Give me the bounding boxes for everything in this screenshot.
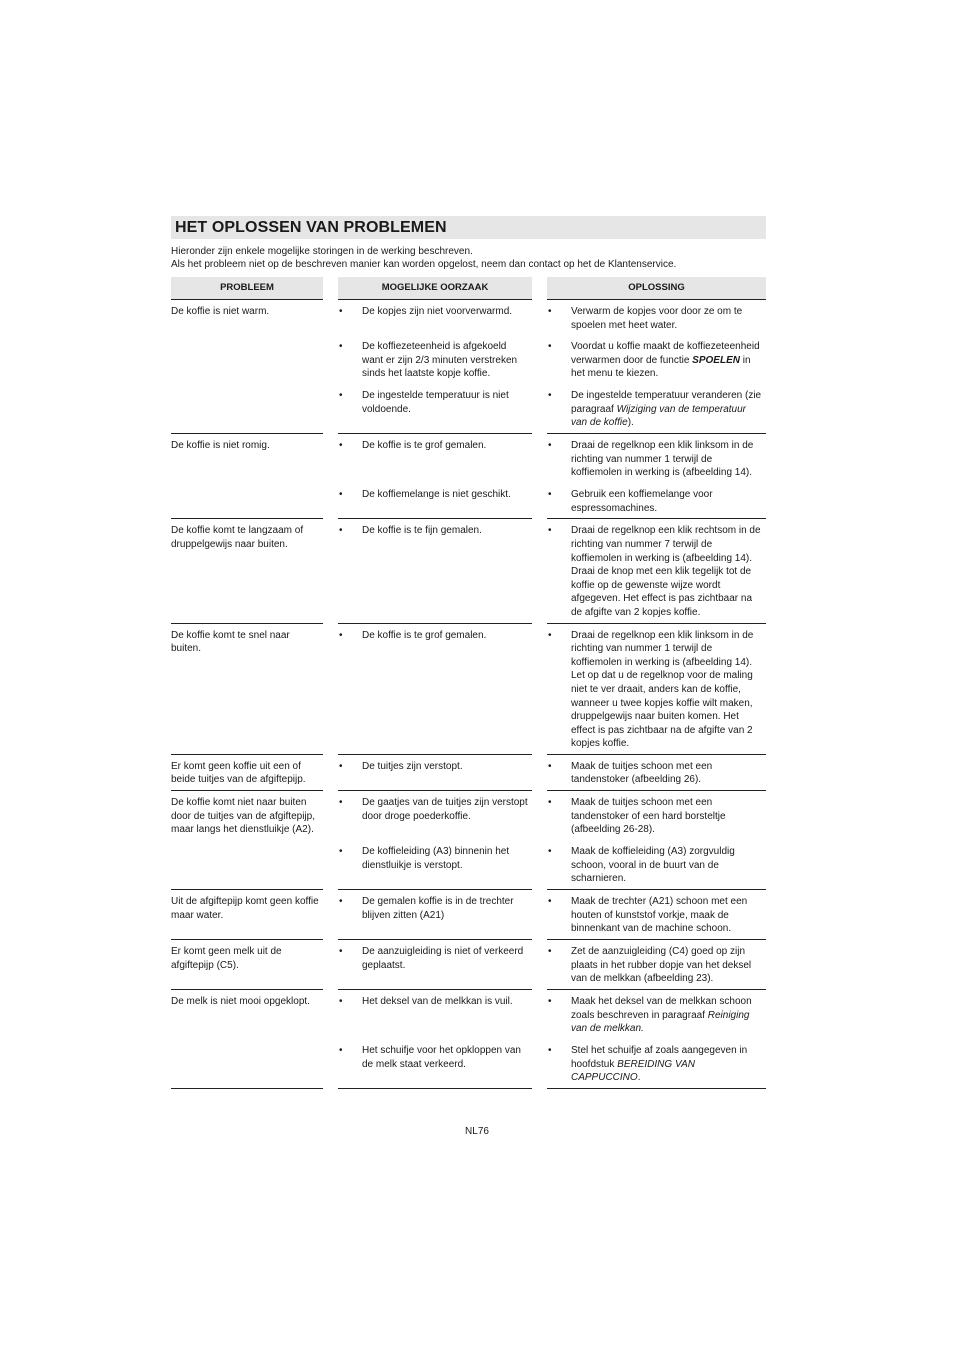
solution-segment: Maak de tuitjes schoon met een tandenstoker (afbeelding 26). <box>571 760 713 786</box>
solution-item <box>547 791 766 840</box>
solution-segment: Voordat u koffie maakt de koffiezeteenheid verwarmen door de functie <box>571 341 760 366</box>
bullet: • <box>548 440 552 452</box>
bullet: • <box>548 489 552 501</box>
solution-item <box>547 434 766 483</box>
problem-cell <box>171 940 323 990</box>
problem-text: De koffie komt niet naar buiten door de tuitjes van de afgiftepijp, maar langs het dienstluikje (A2). <box>171 797 315 836</box>
table-header-row <box>171 277 766 299</box>
cause-text: De koffiemelange is niet geschikt. <box>362 489 511 501</box>
solution-cell <box>547 890 766 940</box>
bullet: • <box>548 306 552 317</box>
solution-text <box>571 845 766 886</box>
bullet: • <box>548 1045 552 1057</box>
solution-item <box>547 990 766 1039</box>
solution-text <box>571 895 766 936</box>
problem-cell <box>171 299 323 434</box>
solution-segment: Maak de tuitjes schoon met een tandenstoker of een hard borsteltje (afbeelding 26-28). <box>571 797 726 836</box>
solution-segment: Verwarm de kopjes voor door ze om te spoelen met heet water. <box>571 306 743 331</box>
table-row <box>171 624 766 755</box>
table-row <box>171 434 766 519</box>
solution-cell <box>547 299 766 434</box>
bullet: • <box>548 797 552 809</box>
cause-item <box>338 791 532 840</box>
solution-item <box>547 384 766 433</box>
cause-item <box>338 624 532 754</box>
cause-text: Het schuifje voor het opkloppen van de melk staat verkeerd. <box>362 1045 521 1070</box>
intro-line: Als het probleem niet op de beschreven manier kan worden opgelost, neem dan contact op het de Klantenservice. <box>171 259 677 270</box>
solution-text <box>571 760 766 787</box>
bullet: • <box>339 1045 343 1057</box>
problem-text: De koffie is niet romig. <box>171 440 270 452</box>
cause-cell <box>338 624 532 755</box>
problem-cell <box>171 990 323 1089</box>
bullet: • <box>339 440 343 452</box>
solution-item <box>547 519 766 622</box>
page-title: HET OPLOSSEN VAN PROBLEMEN <box>171 216 766 239</box>
problem-cell <box>171 791 323 890</box>
table-row <box>171 755 766 791</box>
cause-text: De koffie is te grof gemalen. <box>362 440 487 452</box>
cause-text: De koffie is te grof gemalen. <box>362 629 487 641</box>
solution-cell <box>547 940 766 990</box>
bullet: • <box>548 629 552 641</box>
bullet: • <box>339 341 343 352</box>
solution-text <box>571 1044 766 1085</box>
bullet: • <box>339 306 343 317</box>
problem-cell <box>171 755 323 791</box>
solution-item <box>547 300 766 335</box>
cause-cell <box>338 519 532 623</box>
cause-text: De aanzuigleiding is niet of verkeerd geplaatst. <box>362 946 524 971</box>
problem-text: Uit de afgiftepijp komt geen koffie maar water. <box>171 896 319 921</box>
solution-segment: Zet de aanzuigleiding (C4) goed op zijn plaats in het rubber dopje van het deksel van de melkkan (afbeelding 23). <box>571 946 752 985</box>
content <box>171 216 766 1089</box>
solution-segment: Draai de regelknop een klik rechtsom in de richting van nummer 7 terwijl de koffiemolen in werking is (afbeelding 14). Draai de knop met een klik tegelijk tot de koffie op de gewenste wijze wordt afgegeven. Het effect is pas zichtbaar na de afgifte van 2 kopjes koffie. <box>571 525 761 618</box>
header-solution: OPLOSSING <box>547 277 766 299</box>
table-row <box>171 519 766 623</box>
bullet: • <box>548 525 552 537</box>
solution-text <box>571 629 766 751</box>
solution-segment: Reiniging van de melkkan. <box>571 1009 750 1035</box>
solution-cell <box>547 990 766 1089</box>
bullet: • <box>548 760 552 772</box>
problem-text: De koffie is niet warm. <box>171 306 270 317</box>
cause-text: Het deksel van de melkkan is vuil. <box>362 996 513 1008</box>
solution-item <box>547 335 766 384</box>
solution-cell <box>547 624 766 755</box>
bullet: • <box>548 846 552 858</box>
solution-segment: Wijziging van de temperatuur van de koffie <box>571 403 747 429</box>
bullet: • <box>339 846 343 858</box>
cause-item <box>338 840 532 889</box>
solution-segment: SPOELEN <box>692 354 740 366</box>
cause-text: De koffie is te fijn gemalen. <box>362 525 482 537</box>
solution-item <box>547 624 766 754</box>
solution-text <box>571 340 766 381</box>
cause-cell <box>338 434 532 519</box>
cause-text: De koffiezeteenheid is afgekoeld want er zijn 2/3 minuten verstreken sinds het laatste kopje koffie. <box>362 341 518 380</box>
table-row <box>171 890 766 940</box>
cause-item <box>338 300 532 335</box>
troubleshooting-table <box>171 277 766 1089</box>
solution-item <box>547 483 766 518</box>
table-row <box>171 791 766 890</box>
cause-item <box>338 990 532 1039</box>
solution-segment: Maak het deksel van de melkkan schoon zoals beschreven in paragraaf <box>571 996 752 1021</box>
cause-item <box>338 940 532 989</box>
bullet: • <box>339 489 343 501</box>
solution-cell <box>547 791 766 890</box>
bullet: • <box>548 341 552 353</box>
table-row <box>171 299 766 434</box>
problem-cell <box>171 519 323 623</box>
cause-cell <box>338 791 532 890</box>
solution-text <box>571 524 766 619</box>
solution-item <box>547 840 766 889</box>
solution-segment: Maak de trechter (A21) schoon met een houten of kunststof vorkje, maak de binnenkant van de machine schoon. <box>571 896 748 935</box>
cause-text: De gemalen koffie is in de trechter blijven zitten (A21) <box>362 896 514 921</box>
cause-text: De gaatjes van de tuitjes zijn verstopt door droge poederkoffie. <box>362 797 528 822</box>
bullet: • <box>339 996 343 1008</box>
header-cause: MOGELIJKE OORZAAK <box>338 277 532 299</box>
cause-text: De ingestelde temperatuur is niet voldoende. <box>362 390 509 415</box>
solution-text <box>571 488 766 515</box>
cause-text: De koffieleiding (A3) binnenin het dienstluikje is verstopt. <box>362 846 510 871</box>
solution-cell <box>547 519 766 623</box>
table-row <box>171 940 766 990</box>
bullet: • <box>339 629 343 641</box>
bullet: • <box>339 760 343 772</box>
bullet: • <box>548 390 552 402</box>
problem-cell <box>171 624 323 755</box>
cause-item <box>338 890 532 939</box>
cause-cell <box>338 755 532 791</box>
solution-text <box>571 796 766 837</box>
solution-item <box>547 940 766 989</box>
solution-segment: Draai de regelknop een klik linksom in de richting van nummer 1 terwijl de koffiemolen in werking is (afbeelding 14). <box>571 440 754 479</box>
page-number: NL76 <box>465 1126 489 1137</box>
bullet: • <box>339 896 343 908</box>
solution-segment: BEREIDING VAN CAPPUCCINO <box>571 1058 695 1084</box>
solution-segment: Stel het schuifje af zoals aangegeven in hoofdstuk <box>571 1045 748 1070</box>
solution-item <box>547 755 766 790</box>
cause-item <box>338 1039 532 1088</box>
solution-text <box>571 439 766 480</box>
bullet: • <box>548 996 552 1008</box>
problem-cell <box>171 434 323 519</box>
solution-segment: Maak de koffieleiding (A3) zorgvuldig schoon, vooral in de buurt van de scharnieren. <box>571 846 735 885</box>
bullet: • <box>339 525 343 537</box>
intro-line: Hieronder zijn enkele mogelijke storingen in de werking beschreven. <box>171 246 473 257</box>
problem-text: Er komt geen koffie uit een of beide tuitjes van de afgiftepijp. <box>171 760 306 786</box>
solution-segment: ). <box>627 417 634 429</box>
cause-item <box>338 755 532 790</box>
bullet: • <box>548 946 552 958</box>
bullet: • <box>339 797 343 809</box>
cause-cell <box>338 940 532 990</box>
cause-item <box>338 483 532 518</box>
problem-text: Er komt geen melk uit de afgiftepijp (C5). <box>171 946 282 971</box>
bullet: • <box>339 390 343 401</box>
intro-text <box>171 245 766 271</box>
cause-cell <box>338 990 532 1089</box>
cause-text: De kopjes zijn niet voorverwarmd. <box>362 306 513 317</box>
problem-cell <box>171 890 323 940</box>
solution-item <box>547 1039 766 1088</box>
cause-item <box>338 335 532 384</box>
cause-item <box>338 384 532 433</box>
solution-cell <box>547 755 766 791</box>
table-row <box>171 990 766 1089</box>
problem-text: De melk is niet mooi opgeklopt. <box>171 996 310 1008</box>
header-problem: PROBLEEM <box>171 277 323 299</box>
problem-text: De koffie komt te snel naar buiten. <box>171 629 290 655</box>
solution-item <box>547 890 766 939</box>
problem-text: De koffie komt te langzaam of druppelgewijs naar buiten. <box>171 525 304 550</box>
solution-segment: Gebruik een koffiemelange voor espressomachines. <box>571 489 713 514</box>
solution-segment: in het menu te kiezen. <box>571 354 751 380</box>
cause-item <box>338 519 532 622</box>
cause-cell <box>338 299 532 434</box>
bullet: • <box>339 946 343 958</box>
cause-text: De tuitjes zijn verstopt. <box>362 760 463 772</box>
solution-text <box>571 305 766 332</box>
cause-item <box>338 434 532 483</box>
solution-segment: De ingestelde temperatuur veranderen (zie paragraaf <box>571 390 762 415</box>
cause-cell <box>338 890 532 940</box>
solution-text <box>571 389 766 430</box>
solution-segment: . <box>637 1072 641 1084</box>
bullet: • <box>548 896 552 908</box>
solution-text <box>571 945 766 986</box>
solution-text <box>571 995 766 1036</box>
solution-cell <box>547 434 766 519</box>
solution-segment: Draai de regelknop een klik linksom in de richting van nummer 1 terwijl de koffiemolen in werking is (afbeelding 14). Let op dat u de regelknop voor de maling niet te ver draait, anders kan de koffie, wanneer u twee kopjes koffie wilt maken, druppelgewijs naar buiten komen. Het effect is pas zichtbaar na de afgifte van 2 kopjes koffie. <box>571 629 754 750</box>
